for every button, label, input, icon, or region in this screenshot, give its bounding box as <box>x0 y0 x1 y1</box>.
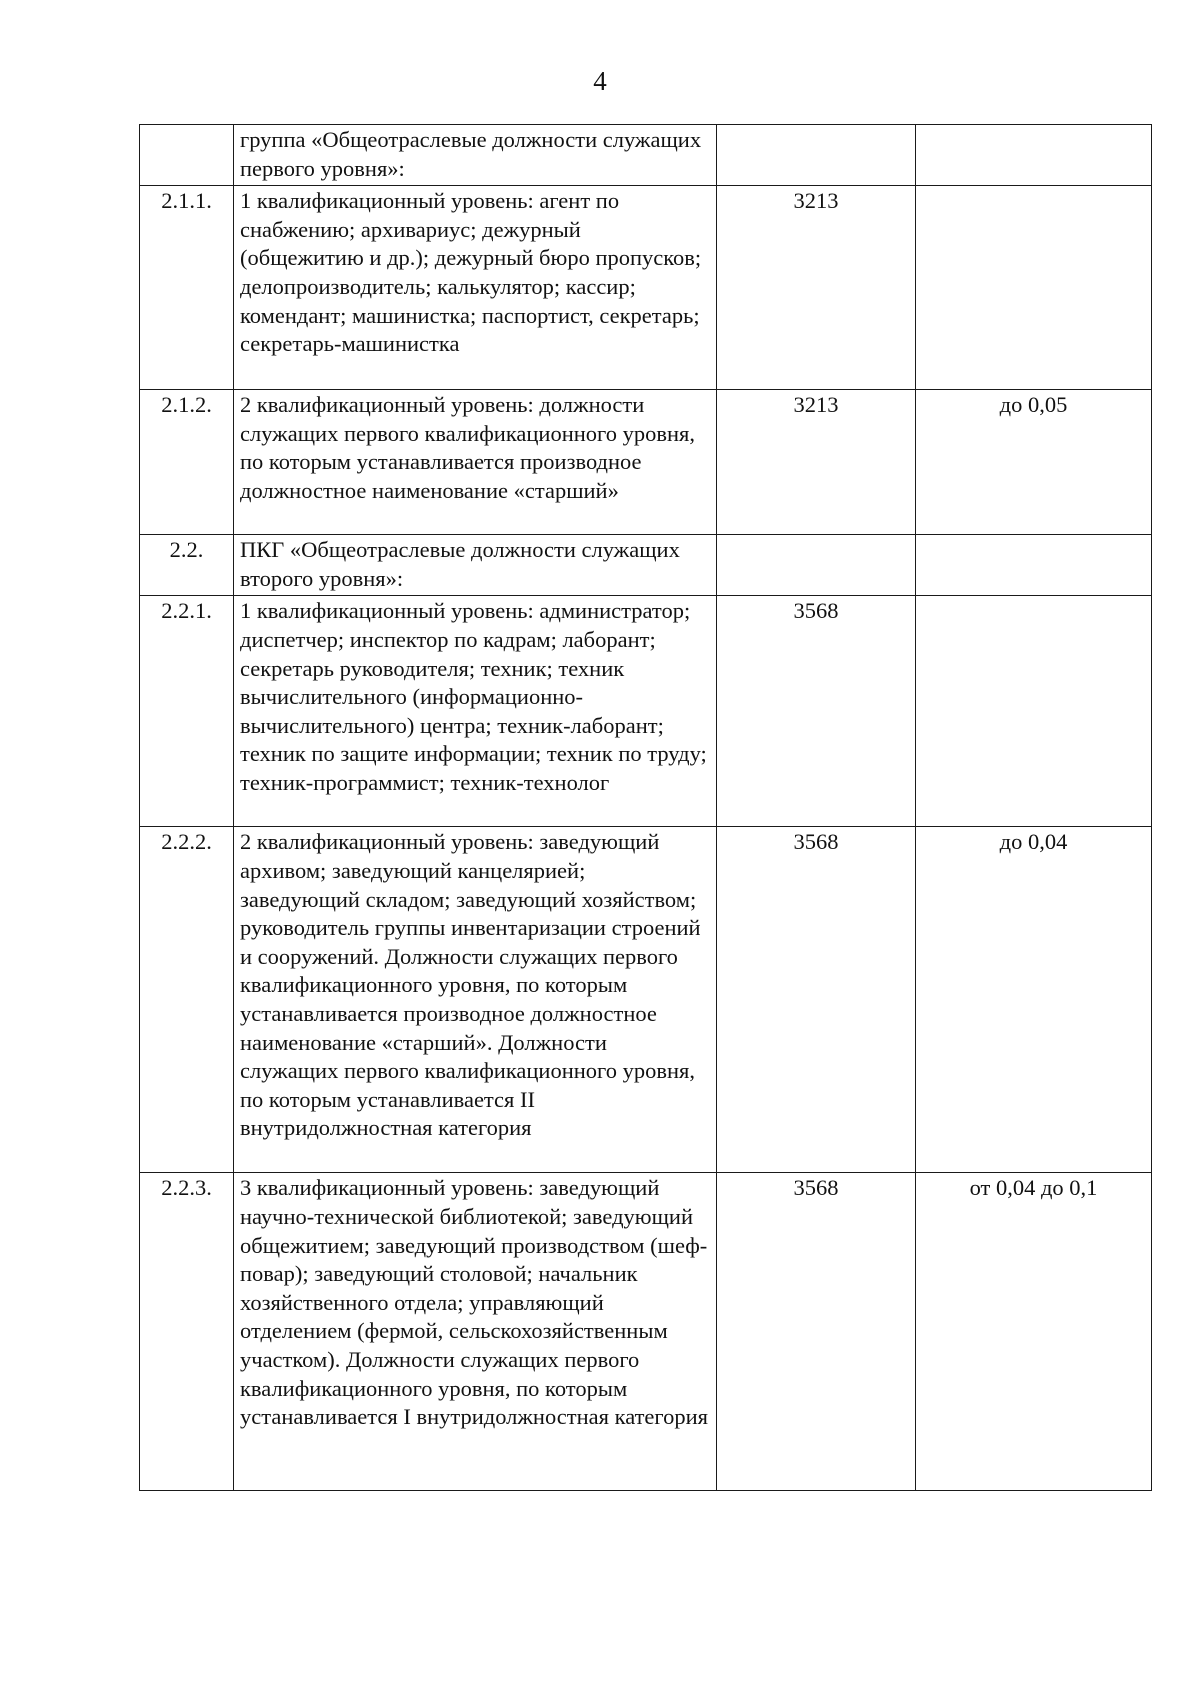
row-number: 2.1.1. <box>140 186 234 390</box>
row-coefficient <box>916 125 1152 186</box>
table-row <box>140 827 1152 1173</box>
row-number: 2.2.2. <box>140 827 234 1173</box>
row-code: 3213 <box>717 186 916 390</box>
row-code: 3213 <box>717 390 916 535</box>
row-coefficient <box>916 596 1152 827</box>
row-description: 1 квалификационный уровень: администратор; диспетчер; инспектор по кадрам; лаборант; секретарь руководителя; техник; техник вычислительного (информационно-вычислительного) центра; техник-лаборант; техник по защите информации; техник по труду; техник-программист; техник-технолог <box>234 596 717 827</box>
row-coefficient <box>916 186 1152 390</box>
row-coefficient: от 0,04 до 0,1 <box>916 1173 1152 1491</box>
row-coefficient <box>916 535 1152 596</box>
table-row <box>140 535 1152 596</box>
row-description: группа «Общеотраслевые должности служащих первого уровня»: <box>234 125 717 186</box>
table-row <box>140 125 1152 186</box>
table-row <box>140 390 1152 535</box>
row-number: 2.2.1. <box>140 596 234 827</box>
row-description: 2 квалификационный уровень: заведующий архивом; заведующий канцелярией; заведующий складом; заведующий хозяйством; руководитель группы инвентаризации строений и сооружений. Должности служащих первого квалификационного уровня, по которым устанавливается производное должностное наименование «старший». Должности служащих первого квалификационного уровня, по которым устанавливается II внутридолжностная категория <box>234 827 717 1173</box>
row-code: 3568 <box>717 827 916 1173</box>
page-number: 4 <box>593 66 607 96</box>
row-number: 2.2.3. <box>140 1173 234 1491</box>
table-row <box>140 1173 1152 1491</box>
row-number <box>140 125 234 186</box>
row-code <box>717 535 916 596</box>
row-number: 2.2. <box>140 535 234 596</box>
row-description: 3 квалификационный уровень: заведующий научно-технической библиотекой; заведующий общежитием; заведующий производством (шеф-повар); заведующий столовой; начальник хозяйственного отдела; управляющий отделением (фермой, сельскохозяйственным участком). Должности служащих первого квалификационного уровня, по которым устанавливается I внутридолжностная категория <box>234 1173 717 1491</box>
row-description: 1 квалификационный уровень: агент по снабжению; архивариус; дежурный (общежитию и др.); дежурный бюро пропусков; делопроизводитель; калькулятор; кассир; комендант; машинистка; паспортист, секретарь; секретарь-машинистка <box>234 186 717 390</box>
table-row <box>140 596 1152 827</box>
row-code: 3568 <box>717 1173 916 1491</box>
row-description: 2 квалификационный уровень: должности служащих первого квалификационного уровня, по которым устанавливается производное должностное наименование «старший» <box>234 390 717 535</box>
table-row <box>140 186 1152 390</box>
row-description: ПКГ «Общеотраслевые должности служащих второго уровня»: <box>234 535 717 596</box>
row-code: 3568 <box>717 596 916 827</box>
salary-table <box>139 124 1152 1491</box>
row-coefficient: до 0,05 <box>916 390 1152 535</box>
row-code <box>717 125 916 186</box>
row-number: 2.1.2. <box>140 390 234 535</box>
row-coefficient: до 0,04 <box>916 827 1152 1173</box>
